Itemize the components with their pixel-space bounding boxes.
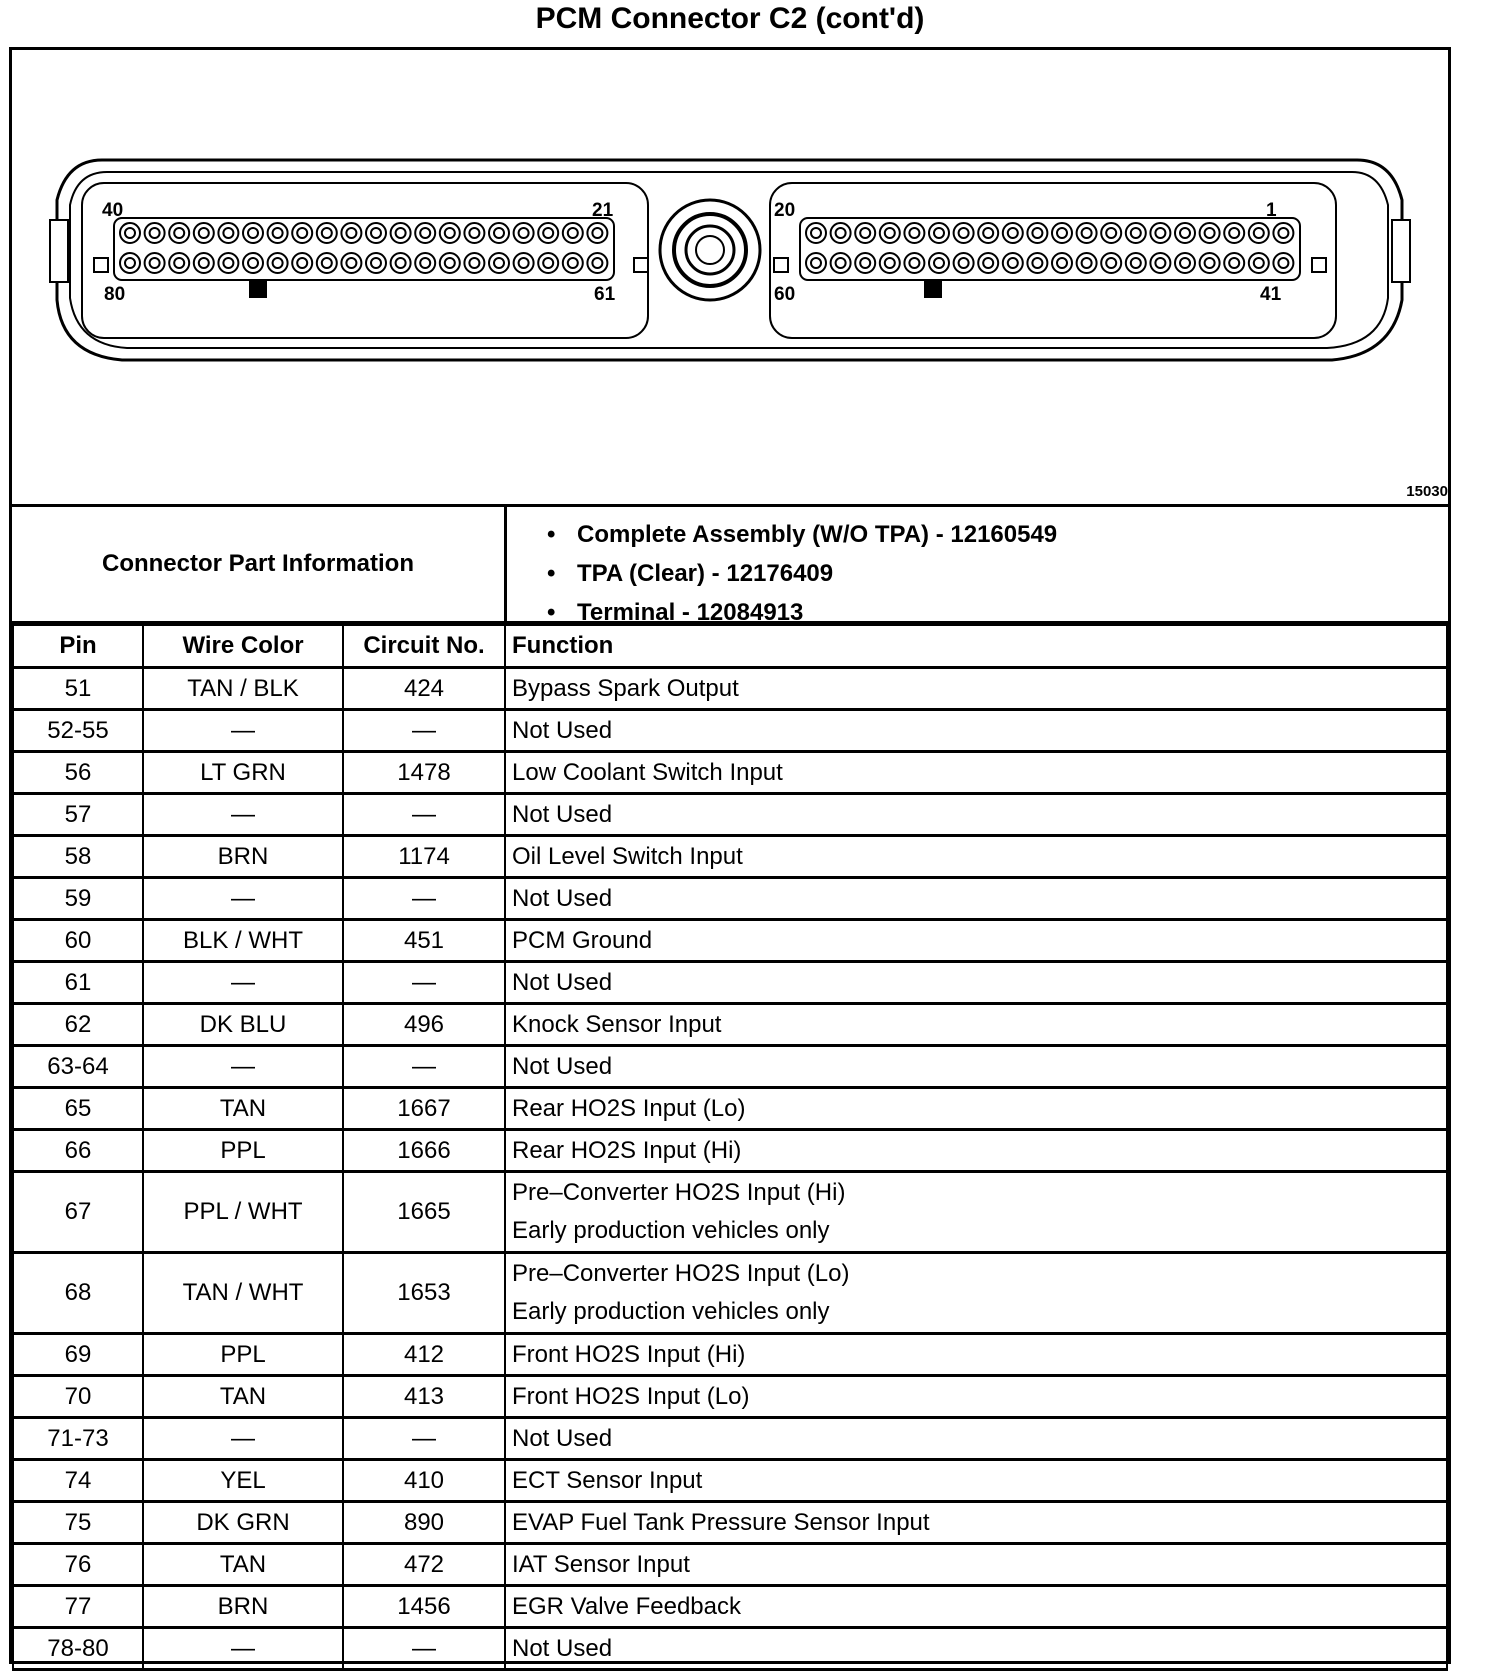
part-info-item: • TPA (Clear) - 12176409 [547, 554, 1448, 593]
cell-pin: 59 [13, 878, 143, 920]
pin-terminal [1126, 223, 1146, 243]
cell-wire-color: — [143, 1046, 343, 1088]
cell-function [505, 668, 1447, 710]
pin-terminal [317, 223, 337, 243]
pin-label-41: 41 [1260, 284, 1282, 305]
pin-terminal [268, 223, 288, 243]
pin-terminal [1003, 253, 1023, 273]
pin-terminal [1077, 253, 1097, 273]
pin-terminal [587, 223, 607, 243]
col-header-function: Function [505, 625, 1447, 668]
pin-label-40: 40 [102, 200, 124, 221]
cell-wire-color: TAN [143, 1376, 343, 1418]
pin-terminal [855, 253, 875, 273]
pin-terminal [145, 253, 165, 273]
cell-pin: 71-73 [13, 1418, 143, 1460]
table-row [13, 1130, 1447, 1172]
cell-circuit: — [343, 878, 505, 920]
cell-pin: 69 [13, 1334, 143, 1376]
connector-diagram [12, 50, 1448, 504]
pin-terminal [806, 223, 826, 243]
pinout-table [12, 624, 1448, 1671]
cell-function [505, 1502, 1447, 1544]
table-row [13, 1586, 1447, 1628]
pin-terminal [391, 253, 411, 273]
pin-terminal [341, 223, 361, 243]
pin-terminal [1175, 223, 1195, 243]
table-header-row [13, 625, 1447, 668]
pin-terminal [243, 223, 263, 243]
function-text: EGR Valve Feedback [512, 1592, 741, 1620]
function-text: PCM Ground [512, 926, 653, 954]
cell-pin: 77 [13, 1586, 143, 1628]
pin-terminal [341, 253, 361, 273]
cell-circuit: — [343, 1628, 505, 1670]
pin-terminal [1175, 253, 1195, 273]
function-note: Early production vehicles only [512, 1217, 830, 1244]
cell-function [505, 1586, 1447, 1628]
cell-function [505, 1460, 1447, 1502]
pin-terminal [489, 253, 509, 273]
col-header-pin: Pin [13, 625, 143, 668]
cell-pin: 60 [13, 920, 143, 962]
function-text: Knock Sensor Input [512, 1010, 722, 1038]
table-row [13, 794, 1447, 836]
cell-pin: 58 [13, 836, 143, 878]
pin-terminal [415, 223, 435, 243]
pin-terminal [929, 223, 949, 243]
cell-function [505, 1334, 1447, 1376]
pin-terminal [292, 253, 312, 273]
cell-wire-color: BRN [143, 1586, 343, 1628]
cell-wire-color: — [143, 1628, 343, 1670]
function-text: Not Used [512, 968, 613, 996]
cell-function [505, 920, 1447, 962]
cell-wire-color: BLK / WHT [143, 920, 343, 962]
pin-terminal [440, 223, 460, 243]
function-text: Bypass Spark Output [512, 674, 739, 702]
cell-circuit: 412 [343, 1334, 505, 1376]
cell-circuit: 1456 [343, 1586, 505, 1628]
page-title: PCM Connector C2 (cont'd) [535, 2, 925, 35]
cell-circuit: 472 [343, 1544, 505, 1586]
cell-wire-color: — [143, 962, 343, 1004]
table-row [13, 1253, 1447, 1334]
function-text: Low Coolant Switch Input [512, 758, 783, 786]
cell-pin: 67 [13, 1172, 143, 1253]
right-clip [1392, 220, 1410, 282]
cell-wire-color: TAN / WHT [143, 1253, 343, 1334]
pin-terminal [1249, 253, 1269, 273]
cell-pin: 75 [13, 1502, 143, 1544]
cell-circuit: 496 [343, 1004, 505, 1046]
figure-id: 15030 [1406, 483, 1448, 500]
cell-circuit: 1666 [343, 1130, 505, 1172]
function-text: Not Used [512, 716, 613, 744]
cell-wire-color: YEL [143, 1460, 343, 1502]
cell-pin: 57 [13, 794, 143, 836]
pin-terminal [1126, 253, 1146, 273]
cell-wire-color: — [143, 710, 343, 752]
pin-terminal [1200, 223, 1220, 243]
left-pin-array [114, 218, 614, 280]
pin-terminal [218, 253, 238, 273]
pin-label-60: 60 [774, 284, 796, 305]
pin-terminal [954, 253, 974, 273]
table-row [13, 1628, 1447, 1670]
pin-terminal [514, 223, 534, 243]
pin-terminal [954, 223, 974, 243]
cell-circuit: — [343, 1046, 505, 1088]
cell-function [505, 752, 1447, 794]
pin-terminal [268, 253, 288, 273]
cell-wire-color: TAN [143, 1088, 343, 1130]
pin-terminal [904, 223, 924, 243]
function-text: Not Used [512, 1424, 613, 1452]
cell-pin: 78-80 [13, 1628, 143, 1670]
left-key [249, 280, 267, 298]
cell-pin: 68 [13, 1253, 143, 1334]
pin-terminal [806, 253, 826, 273]
bullet-icon: • [547, 599, 556, 626]
pin-terminal [218, 223, 238, 243]
pin-terminal [489, 223, 509, 243]
pin-terminal [243, 253, 263, 273]
cell-pin: 61 [13, 962, 143, 1004]
center-post-core [696, 236, 724, 264]
cell-circuit: — [343, 1418, 505, 1460]
pin-terminal [563, 253, 583, 273]
cell-circuit: 410 [343, 1460, 505, 1502]
pin-terminal [929, 253, 949, 273]
table-row [13, 1502, 1447, 1544]
function-text: IAT Sensor Input [512, 1550, 690, 1578]
cell-function [505, 1418, 1447, 1460]
cell-function [505, 710, 1447, 752]
table-row [13, 920, 1447, 962]
pin-terminal [1027, 253, 1047, 273]
pin-label-21: 21 [592, 200, 614, 221]
cell-circuit: 1667 [343, 1088, 505, 1130]
pin-terminal [1224, 223, 1244, 243]
cell-function [505, 1628, 1447, 1670]
cell-pin: 74 [13, 1460, 143, 1502]
table-row [13, 1460, 1447, 1502]
table-row [13, 1046, 1447, 1088]
cell-circuit: 1665 [343, 1172, 505, 1253]
pin-terminal [1101, 253, 1121, 273]
bullet-icon: • [547, 521, 556, 548]
pin-label-1: 1 [1266, 200, 1277, 221]
cell-function [505, 1004, 1447, 1046]
pin-terminal [880, 223, 900, 243]
cell-circuit: — [343, 794, 505, 836]
pin-terminal [1273, 253, 1293, 273]
right-key [924, 280, 942, 298]
table-row [13, 710, 1447, 752]
table-row [13, 1376, 1447, 1418]
cell-function [505, 1088, 1447, 1130]
cell-pin: 65 [13, 1088, 143, 1130]
pin-terminal [538, 253, 558, 273]
col-header-wire: Wire Color [143, 625, 343, 668]
cell-circuit: 890 [343, 1502, 505, 1544]
pin-terminal [1003, 223, 1023, 243]
pin-terminal [831, 253, 851, 273]
cell-function [505, 1046, 1447, 1088]
cell-circuit: 413 [343, 1376, 505, 1418]
function-text: Pre–Converter HO2S Input (Lo) [512, 1260, 850, 1287]
cell-wire-color: PPL [143, 1130, 343, 1172]
pin-label-20: 20 [774, 200, 796, 221]
cell-circuit: 424 [343, 668, 505, 710]
pin-terminal [120, 223, 140, 243]
table-row [13, 1544, 1447, 1586]
cell-function [505, 962, 1447, 1004]
cell-function [505, 1172, 1447, 1253]
cell-pin: 56 [13, 752, 143, 794]
cell-circuit: 451 [343, 920, 505, 962]
pin-terminal [120, 253, 140, 273]
table-row [13, 1088, 1447, 1130]
connector-part-info [12, 504, 1448, 624]
cell-function [505, 878, 1447, 920]
pin-terminal [464, 223, 484, 243]
table-row [13, 836, 1447, 878]
cell-pin: 51 [13, 668, 143, 710]
table-row [13, 878, 1447, 920]
pin-terminal [1077, 223, 1097, 243]
function-text: Not Used [512, 800, 613, 828]
pin-terminal [1150, 223, 1170, 243]
center-post-inner [686, 226, 734, 274]
cell-wire-color: DK BLU [143, 1004, 343, 1046]
cell-circuit: — [343, 710, 505, 752]
pin-terminal [1101, 223, 1121, 243]
cell-pin: 66 [13, 1130, 143, 1172]
cell-wire-color: DK GRN [143, 1502, 343, 1544]
cell-pin: 70 [13, 1376, 143, 1418]
pin-terminal [978, 253, 998, 273]
pin-terminal [831, 223, 851, 243]
pin-terminal [1052, 253, 1072, 273]
cell-function [505, 1544, 1447, 1586]
cell-function [505, 836, 1447, 878]
function-text: Not Used [512, 1052, 613, 1080]
part-info-item: • Complete Assembly (W/O TPA) - 12160549 [547, 515, 1448, 554]
pin-terminal [440, 253, 460, 273]
table-row [13, 1334, 1447, 1376]
left-clip [50, 220, 68, 282]
pin-terminal [1052, 223, 1072, 243]
cell-circuit: — [343, 962, 505, 1004]
connector-drawing [12, 50, 1448, 504]
pin-terminal [563, 223, 583, 243]
table-row [13, 752, 1447, 794]
function-text: Pre–Converter HO2S Input (Hi) [512, 1179, 846, 1206]
pin-terminal [1224, 253, 1244, 273]
pin-label-61: 61 [594, 284, 616, 305]
function-text: ECT Sensor Input [512, 1466, 703, 1494]
pin-terminal [415, 253, 435, 273]
function-text: Rear HO2S Input (Lo) [512, 1094, 746, 1122]
pin-terminal [904, 253, 924, 273]
cell-wire-color: TAN / BLK [143, 668, 343, 710]
table-row [13, 1172, 1447, 1253]
pin-terminal [169, 223, 189, 243]
cell-circuit: 1653 [343, 1253, 505, 1334]
cell-wire-color: LT GRN [143, 752, 343, 794]
cell-function [505, 1130, 1447, 1172]
function-text: Front HO2S Input (Hi) [512, 1340, 746, 1368]
pin-terminal [587, 253, 607, 273]
pin-terminal [194, 223, 214, 243]
pin-terminal [317, 253, 337, 273]
pin-terminal [1200, 253, 1220, 273]
function-text: Not Used [512, 884, 613, 912]
pin-terminal [1150, 253, 1170, 273]
function-text: EVAP Fuel Tank Pressure Sensor Input [512, 1508, 930, 1536]
part-info-label: Connector Part Information [12, 507, 507, 621]
function-text: Not Used [512, 1634, 613, 1662]
table-row [13, 962, 1447, 1004]
cell-wire-color: — [143, 794, 343, 836]
cell-wire-color: — [143, 878, 343, 920]
cell-wire-color: PPL / WHT [143, 1172, 343, 1253]
cell-function [505, 794, 1447, 836]
table-row [13, 1004, 1447, 1046]
cell-pin: 52-55 [13, 710, 143, 752]
pin-terminal [1273, 223, 1293, 243]
pin-terminal [514, 253, 534, 273]
pin-terminal [169, 253, 189, 273]
pin-terminal [464, 253, 484, 273]
part-info-list [507, 507, 1448, 626]
cell-function [505, 1253, 1447, 1334]
bullet-icon: • [547, 560, 556, 587]
pin-terminal [1027, 223, 1047, 243]
pin-label-80: 80 [104, 284, 126, 305]
pin-terminal [391, 223, 411, 243]
table-row [13, 668, 1447, 710]
function-text: Oil Level Switch Input [512, 842, 743, 870]
pin-terminal [366, 223, 386, 243]
cell-pin: 63-64 [13, 1046, 143, 1088]
pin-terminal [880, 253, 900, 273]
cell-wire-color: — [143, 1418, 343, 1460]
cell-pin: 76 [13, 1544, 143, 1586]
pin-terminal [1249, 223, 1269, 243]
pin-terminal [366, 253, 386, 273]
cell-wire-color: BRN [143, 836, 343, 878]
right-pin-array [800, 218, 1300, 280]
pin-terminal [855, 223, 875, 243]
cell-circuit: 1174 [343, 836, 505, 878]
pin-terminal [145, 223, 165, 243]
table-row [13, 1418, 1447, 1460]
function-text: Front HO2S Input (Lo) [512, 1382, 750, 1410]
cell-pin: 62 [13, 1004, 143, 1046]
cell-function [505, 1376, 1447, 1418]
function-note: Early production vehicles only [512, 1298, 830, 1325]
pin-terminal [292, 223, 312, 243]
col-header-circuit: Circuit No. [343, 625, 505, 668]
cell-circuit: 1478 [343, 752, 505, 794]
pin-terminal [538, 223, 558, 243]
function-text: Rear HO2S Input (Hi) [512, 1136, 742, 1164]
cell-wire-color: TAN [143, 1544, 343, 1586]
pin-terminal [194, 253, 214, 273]
cell-wire-color: PPL [143, 1334, 343, 1376]
part-info-item: • Terminal - 12084913 [547, 593, 1448, 632]
pin-terminal [978, 223, 998, 243]
